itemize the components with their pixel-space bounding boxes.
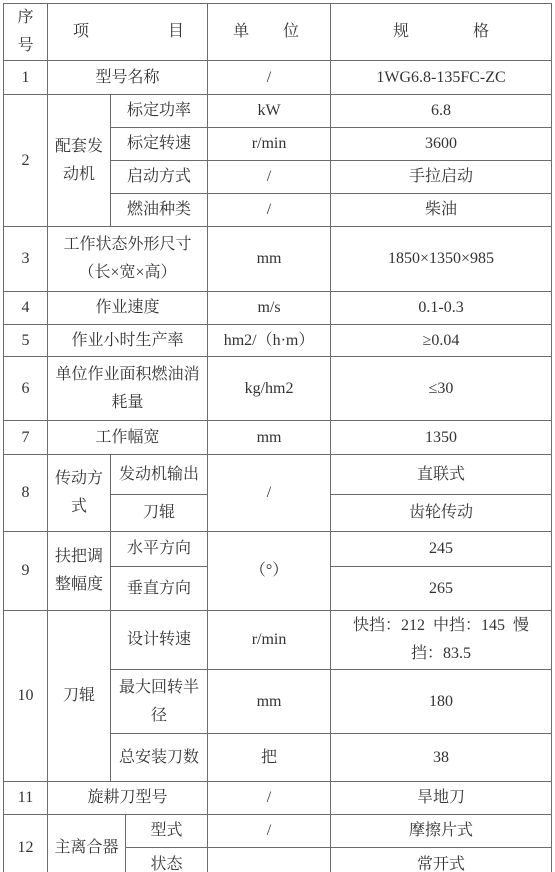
row-10-1-unit: r/min [208, 611, 331, 670]
row-11-unit: / [208, 782, 331, 815]
row-10-1-spec: 快挡：212 中挡：145 慢挡：83.5 [331, 611, 552, 670]
row-2-4-spec: 柴油 [331, 194, 552, 227]
row-9-2-item: 垂直方向 [111, 567, 208, 611]
row-12-1-spec: 摩擦片式 [331, 815, 552, 848]
row-3-item: 工作状态外形尺寸（长×宽×高） [48, 227, 208, 292]
row-2-4-item: 燃油种类 [111, 194, 208, 227]
row-2-group: 配套发动机 [48, 95, 111, 227]
row-2-4-unit: / [208, 194, 331, 227]
row-2-3-unit: / [208, 161, 331, 194]
row-5-item: 作业小时生产率 [48, 325, 208, 357]
row-6-unit: kg/hm2 [208, 357, 331, 421]
row-10-group: 刀辊 [48, 611, 111, 782]
row-8-group: 传动方式 [48, 455, 111, 532]
row-2-2-spec: 3600 [331, 128, 552, 161]
row-9-1-item: 水平方向 [111, 532, 208, 567]
row-12-2-item: 状态 [126, 848, 208, 872]
row-11-spec: 旱地刀 [331, 782, 552, 815]
table-row [4, 227, 552, 292]
row-12-group: 主离合器 [48, 815, 126, 872]
row-2-1-unit: kW [208, 95, 331, 128]
row-1-item: 型号名称 [48, 61, 208, 95]
row-2-3-spec: 手拉启动 [331, 161, 552, 194]
row-6-item: 单位作业面积燃油消耗量 [48, 357, 208, 421]
table-row [4, 782, 552, 815]
row-1-unit: / [208, 61, 331, 95]
row-3-spec: 1850×1350×985 [331, 227, 552, 292]
row-7-item: 工作幅宽 [48, 421, 208, 455]
table-row [4, 421, 552, 455]
row-9-1-spec: 245 [331, 532, 552, 567]
header-no-cell: 序号 [4, 4, 48, 61]
row-3-no: 3 [4, 227, 48, 292]
row-8-2-item: 刀辊 [111, 495, 208, 532]
header-unit-cell: 单 位 [208, 4, 331, 61]
table-row [4, 357, 552, 421]
table-row [4, 61, 552, 95]
row-6-no: 6 [4, 357, 48, 421]
table-row [4, 292, 552, 325]
row-9-no: 9 [4, 532, 48, 611]
row-10-2-item: 最大回转半径 [111, 670, 208, 734]
row-10-no: 10 [4, 611, 48, 782]
row-8-2-spec: 齿轮传动 [331, 495, 552, 532]
header-item-cell: 项 目 [48, 4, 208, 61]
row-12-1-item: 型式 [126, 815, 208, 848]
row-2-2-unit: r/min [208, 128, 331, 161]
row-2-3-item: 启动方式 [111, 161, 208, 194]
table-row [4, 815, 552, 848]
row-7-no: 7 [4, 421, 48, 455]
row-2-no: 2 [4, 95, 48, 227]
row-10-3-spec: 38 [331, 734, 552, 782]
row-10-3-unit: 把 [208, 734, 331, 782]
row-10-2-unit: mm [208, 670, 331, 734]
row-8-1-item: 发动机输出 [111, 455, 208, 495]
row-9-unit: （°） [208, 532, 331, 611]
row-2-1-item: 标定功率 [111, 95, 208, 128]
row-7-unit: mm [208, 421, 331, 455]
row-8-no: 8 [4, 455, 48, 532]
row-4-item: 作业速度 [48, 292, 208, 325]
row-8-1-spec: 直联式 [331, 455, 552, 495]
row-1-spec: 1WG6.8-135FC-ZC [331, 61, 552, 95]
header-row [4, 4, 552, 61]
row-6-spec: ≤30 [331, 357, 552, 421]
row-7-spec: 1350 [331, 421, 552, 455]
table-row [4, 611, 552, 670]
row-12-2-unit [208, 848, 331, 872]
spec-table [3, 3, 552, 872]
row-12-2-spec: 常开式 [331, 848, 552, 872]
table-row [4, 455, 552, 495]
row-9-group: 扶把调整幅度 [48, 532, 111, 611]
row-10-1-item: 设计转速 [111, 611, 208, 670]
row-12-no: 12 [4, 815, 48, 872]
row-5-no: 5 [4, 325, 48, 357]
row-10-3-item: 总安装刀数 [111, 734, 208, 782]
row-3-unit: mm [208, 227, 331, 292]
row-4-spec: 0.1-0.3 [331, 292, 552, 325]
row-8-unit: / [208, 455, 331, 532]
row-9-2-spec: 265 [331, 567, 552, 611]
row-10-2-spec: 180 [331, 670, 552, 734]
row-5-spec: ≥0.04 [331, 325, 552, 357]
row-5-unit: hm2/（h·m） [208, 325, 331, 357]
row-2-2-item: 标定转速 [111, 128, 208, 161]
table-row [4, 95, 552, 128]
row-1-no: 1 [4, 61, 48, 95]
row-2-1-spec: 6.8 [331, 95, 552, 128]
row-4-unit: m/s [208, 292, 331, 325]
row-11-item: 旋耕刀型号 [48, 782, 208, 815]
header-spec-cell: 规 格 [331, 4, 552, 61]
table-row [4, 325, 552, 357]
row-4-no: 4 [4, 292, 48, 325]
row-12-1-unit: / [208, 815, 331, 848]
table-row [4, 532, 552, 567]
row-11-no: 11 [4, 782, 48, 815]
